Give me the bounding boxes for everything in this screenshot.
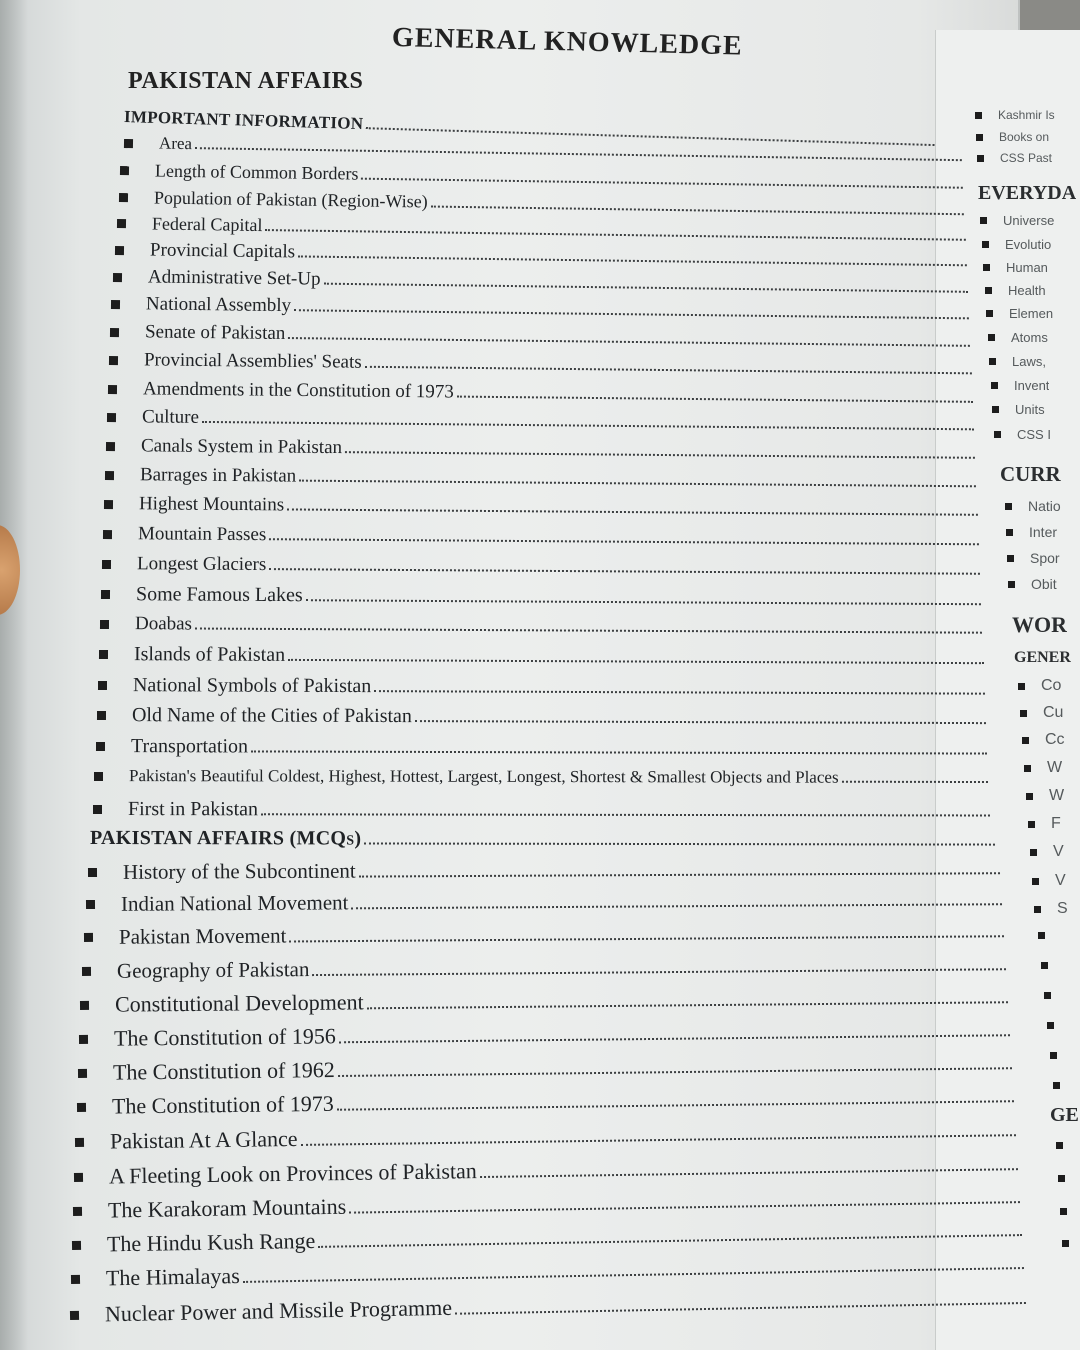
dot-leader	[243, 1257, 1024, 1283]
right-page-entry	[1030, 843, 1064, 861]
bullet-icon	[1030, 849, 1037, 856]
toc-entry-label: The Himalayas	[105, 1262, 240, 1291]
toc-entry-label: Old Name of the Cities of Pakistan	[131, 704, 412, 728]
toc-entry-label: Culture	[141, 406, 200, 428]
bullet-icon	[1024, 765, 1031, 772]
bullet-icon	[99, 650, 108, 659]
bullet-icon	[1006, 529, 1013, 536]
dot-leader	[265, 221, 965, 241]
dot-leader	[323, 274, 968, 293]
bullet-icon	[97, 711, 106, 720]
toc-entry	[96, 735, 987, 761]
toc-entry	[101, 583, 981, 611]
bullet-icon	[991, 382, 998, 389]
dot-leader	[269, 560, 980, 575]
bullet-icon	[1022, 737, 1029, 744]
right-page-entry-label: Universe	[1003, 213, 1055, 228]
right-page-entry-label: W	[1049, 787, 1065, 804]
bullet-icon	[982, 241, 989, 248]
toc-entry-label: History of the Subcontinent	[122, 858, 356, 884]
toc-entry-label: Longest Glaciers	[136, 553, 267, 576]
toc-entry-label: Mountain Passes	[137, 523, 267, 546]
right-page-heading: CURR	[1000, 462, 1061, 486]
toc-entry	[70, 1284, 1026, 1328]
toc-heading-label: IMPORTANT INFORMATION	[123, 107, 364, 134]
toc-entry	[104, 493, 978, 522]
toc-entry-label: Constitutional Development	[114, 989, 364, 1017]
dot-leader	[349, 1191, 1020, 1214]
bullet-icon	[1062, 1240, 1069, 1247]
right-page-contents	[935, 0, 1080, 1350]
toc-entry-label: National Symbols of Pakistan	[132, 674, 372, 698]
right-page-entry	[988, 330, 1048, 345]
dot-leader	[431, 198, 965, 216]
bullet-icon	[1007, 555, 1014, 562]
right-page-entry	[975, 108, 1055, 122]
bullet-icon	[1058, 1175, 1065, 1182]
dot-leader	[361, 170, 963, 189]
toc-entry	[93, 798, 990, 822]
right-page-entry	[991, 378, 1049, 393]
right-page-entry-label: Obit	[1031, 576, 1057, 592]
right-page-entry	[1007, 550, 1060, 566]
right-page-heading: GE	[1050, 1104, 1079, 1126]
dot-leader	[298, 247, 967, 266]
toc-entry-label: Senate of Pakistan	[144, 321, 286, 345]
bullet-icon	[1050, 1052, 1057, 1059]
bullet-icon	[104, 500, 113, 509]
toc-entry-label: National Assembly	[145, 293, 292, 317]
dot-leader	[261, 804, 990, 816]
dot-leader	[289, 926, 1004, 943]
bullet-icon	[84, 933, 93, 942]
dot-leader	[359, 863, 1000, 878]
bullet-icon	[103, 530, 112, 539]
dot-leader	[457, 387, 973, 403]
bullet-icon	[77, 1102, 86, 1111]
bullet-icon	[980, 217, 987, 224]
bullet-icon	[1056, 1142, 1063, 1149]
bullet-icon	[94, 772, 103, 781]
bullet-icon	[986, 310, 993, 317]
bullet-icon	[79, 1034, 88, 1043]
dot-leader	[288, 650, 984, 664]
right-page-entry	[982, 237, 1051, 252]
toc-entry	[97, 704, 986, 730]
dot-leader	[337, 1090, 1014, 1111]
bullet-icon	[75, 1137, 84, 1146]
bullet-icon	[1034, 906, 1041, 913]
right-page-entry	[1026, 787, 1064, 805]
right-page-entry-label: Evolutio	[1005, 237, 1052, 252]
right-page-entry-label: CSS I	[1017, 427, 1051, 442]
bullet-icon	[1028, 821, 1035, 828]
right-page-entry	[1022, 731, 1065, 749]
bullet-icon	[1041, 962, 1048, 969]
toc-entry-label: Indian National Movement	[120, 890, 349, 916]
bullet-icon	[110, 328, 119, 337]
toc-entry	[78, 1049, 1012, 1086]
right-page-entry-label: Invent	[1014, 378, 1050, 393]
toc-entry	[74, 1150, 1018, 1190]
bullet-icon	[1008, 581, 1015, 588]
bullet-icon	[86, 900, 95, 909]
toc-entry-label: A Fleeting Look on Provinces of Pakistan	[108, 1158, 477, 1189]
right-page-entry-label: Natio	[1028, 498, 1061, 514]
right-page-entry-label: Co	[1041, 677, 1062, 694]
right-page-entry	[1008, 576, 1057, 592]
toc-entry-label: Highest Mountains	[138, 493, 285, 516]
toc-entry	[107, 406, 974, 436]
toc-entry	[88, 855, 1000, 885]
toc-entry	[98, 674, 985, 701]
toc-entry	[82, 951, 1006, 984]
right-page-entry-label: Cu	[1043, 704, 1064, 721]
section-title: PAKISTAN AFFAIRS	[128, 68, 364, 94]
dot-leader	[287, 500, 978, 516]
toc-entry	[103, 523, 979, 551]
right-page-entry-label: Elemen	[1009, 306, 1054, 321]
bullet-icon	[80, 1000, 89, 1009]
toc-entry	[110, 321, 971, 353]
toc-entry-label: The Hindu Kush Range	[106, 1227, 316, 1257]
bullet-icon	[1047, 1022, 1054, 1029]
bullet-icon	[101, 590, 110, 599]
bullet-icon	[82, 967, 91, 976]
bullet-icon	[117, 219, 126, 228]
toc-entry-label: Canals System in Pakistan	[140, 435, 343, 459]
right-page-entry	[986, 306, 1053, 321]
bullet-icon	[71, 1274, 80, 1283]
bullet-icon	[74, 1172, 83, 1181]
bullet-icon	[105, 471, 114, 480]
toc-entry	[86, 886, 1002, 917]
bullet-icon	[119, 193, 128, 202]
bullet-icon	[120, 166, 129, 175]
toc-entry-label: The Karakoram Mountains	[107, 1193, 347, 1223]
toc-entry-label: Area	[158, 133, 193, 154]
dot-leader	[306, 590, 982, 605]
toc-entry-label: Provincial Assemblies' Seats	[143, 349, 362, 373]
toc-entry-label: Federal Capital	[151, 213, 263, 236]
bullet-icon	[983, 264, 990, 271]
right-page-entry	[989, 354, 1046, 369]
toc-entry	[75, 1116, 1016, 1155]
right-page-entry	[992, 402, 1045, 417]
bullet-icon	[78, 1068, 87, 1077]
toc-entry-label: Provincial Capitals	[149, 239, 296, 263]
toc-entry-label: Administrative Set-Up	[147, 266, 321, 290]
toc-entry	[100, 613, 982, 640]
right-page-entry-label: V	[1053, 843, 1064, 860]
right-page-entry	[983, 260, 1048, 275]
bullet-icon	[124, 139, 133, 148]
bullet-icon	[72, 1240, 81, 1249]
dot-leader	[364, 833, 995, 845]
toc-entry	[84, 918, 1004, 950]
bullet-icon	[98, 681, 107, 690]
toc-entry	[105, 464, 977, 493]
bullet-icon	[108, 385, 117, 394]
bullet-icon	[106, 442, 115, 451]
bullet-icon	[102, 560, 111, 569]
bullet-icon	[100, 620, 109, 629]
toc-entry-label: First in Pakistan	[127, 798, 259, 821]
right-page-entry	[1024, 759, 1062, 777]
right-page-entry-label: Inter	[1029, 524, 1058, 540]
toc-entry-label: Population of Pakistan (Region-Wise)	[153, 187, 428, 212]
right-page-entry-label: Human	[1006, 260, 1048, 275]
page-title: GENERAL KNOWLEDGE	[391, 22, 744, 62]
bullet-icon	[988, 334, 995, 341]
bullet-icon	[1053, 1082, 1060, 1089]
right-page-entry	[977, 151, 1052, 165]
dot-leader	[312, 959, 1006, 976]
right-page-heading: GENER	[1014, 649, 1071, 666]
toc-heading-label: PAKISTAN AFFAIRS (MCQs)	[89, 827, 362, 850]
bullet-icon	[1026, 793, 1033, 800]
right-page-entry	[1018, 677, 1061, 695]
right-page-entry	[980, 213, 1054, 228]
dot-leader	[338, 1057, 1012, 1077]
bullet-icon	[96, 742, 105, 751]
bullet-icon	[1032, 878, 1039, 885]
right-page-entry	[1006, 524, 1057, 540]
right-page-heading: EVERYDA	[978, 182, 1077, 204]
bullet-icon	[113, 273, 122, 282]
right-page-entry-label: W	[1047, 759, 1063, 776]
dot-leader	[318, 1224, 1022, 1248]
toc-entry-label: Transportation	[130, 735, 249, 758]
right-page-entry	[1020, 704, 1063, 722]
dot-leader	[269, 530, 979, 546]
right-page-entry-label: Units	[1015, 402, 1045, 417]
bullet-icon	[985, 287, 992, 294]
right-page-entry-label: Books on	[999, 130, 1050, 144]
right-page-entry	[1005, 498, 1061, 514]
right-page-entry-label: Laws,	[1012, 354, 1046, 369]
bullet-icon	[1060, 1208, 1067, 1215]
toc-entry	[80, 983, 1008, 1018]
bullet-icon	[1044, 992, 1051, 999]
dot-leader	[195, 619, 982, 634]
bullet-icon	[977, 155, 984, 162]
bullet-icon	[975, 112, 982, 119]
right-page-entry	[1028, 815, 1061, 833]
toc-entry	[77, 1082, 1014, 1120]
dot-leader	[345, 443, 975, 459]
right-page-entry-label: Spor	[1030, 550, 1060, 566]
right-page-entry-label: Atoms	[1011, 330, 1048, 345]
bullet-icon	[111, 300, 120, 309]
toc-entry-label: Doabas	[134, 613, 193, 635]
toc-entry-label: Geography of Pakistan	[116, 957, 310, 983]
right-page-entry-label: S	[1057, 900, 1068, 917]
bullet-icon	[109, 356, 118, 365]
dot-leader	[415, 711, 986, 724]
toc-entry-label: Some Famous Lakes	[135, 583, 303, 607]
toc-entry	[109, 349, 972, 380]
bullet-icon	[107, 413, 116, 422]
right-page-entry-label: F	[1051, 815, 1061, 832]
toc-heading	[90, 827, 995, 852]
toc-entry-label: Nuclear Power and Missile Programme	[104, 1294, 453, 1327]
bullet-icon	[1038, 932, 1045, 939]
bullet-icon	[73, 1206, 82, 1215]
toc-entry-label: Amendments in the Constitution of 1973	[142, 378, 454, 403]
bullet-icon	[70, 1310, 79, 1319]
bullet-icon	[989, 358, 996, 365]
toc-entry	[102, 553, 980, 581]
right-page-entry	[1032, 872, 1066, 890]
bullet-icon	[88, 868, 97, 877]
bullet-icon	[1020, 710, 1027, 717]
dot-leader	[374, 681, 985, 695]
toc-entry	[99, 643, 984, 670]
right-page-entry	[994, 427, 1051, 442]
toc-entry-label: Barrages in Pakistan	[139, 464, 297, 487]
toc-entry-label: Islands of Pakistan	[133, 643, 286, 666]
dot-leader	[351, 894, 1002, 910]
toc-entry	[79, 1016, 1010, 1052]
toc-entry-label: Pakistan's Beautiful Coldest, Highest, Hottest, Largest, Longest, Shortest & Smallest Objects and Places	[128, 766, 839, 787]
toc-entry-label: Length of Common Borders	[154, 160, 359, 184]
bullet-icon	[1018, 683, 1025, 690]
right-page-entry	[1034, 900, 1068, 918]
right-page-entry	[976, 130, 1049, 144]
toc-entry	[108, 378, 973, 409]
toc-entry-label: The Constitution of 1956	[113, 1023, 336, 1051]
toc-entry-label: Pakistan Movement	[118, 923, 287, 949]
dot-leader	[365, 357, 972, 374]
bullet-icon	[994, 431, 1001, 438]
bullet-icon	[115, 246, 124, 255]
toc-entry	[106, 435, 975, 465]
dot-leader	[339, 1024, 1010, 1043]
dot-leader	[288, 329, 970, 347]
bullet-icon	[93, 805, 102, 814]
right-page-entry-label: Health	[1008, 283, 1046, 298]
right-page-entry-label: V	[1055, 872, 1066, 889]
toc-entry-label: The Constitution of 1973	[111, 1090, 334, 1119]
toc-entry-label: Pakistan At A Glance	[109, 1125, 298, 1154]
dot-leader	[202, 412, 974, 430]
toc-entry	[111, 293, 969, 325]
right-page-entry-label: CSS Past	[1000, 151, 1053, 165]
toc-entry	[94, 766, 988, 788]
right-page-entry-label: Cc	[1045, 731, 1065, 748]
right-page-entry	[985, 283, 1046, 298]
dot-leader	[294, 301, 969, 320]
bullet-icon	[976, 134, 983, 141]
right-page-entry-label: Kashmir Is	[998, 108, 1055, 122]
dot-leader	[367, 991, 1008, 1009]
bullet-icon	[1005, 503, 1012, 510]
dot-leader	[299, 471, 976, 487]
dot-leader	[251, 741, 987, 754]
dot-leader	[301, 1124, 1017, 1146]
bullet-icon	[992, 406, 999, 413]
right-page-heading: WOR	[1012, 612, 1067, 637]
toc-entry-label: The Constitution of 1962	[112, 1057, 335, 1085]
